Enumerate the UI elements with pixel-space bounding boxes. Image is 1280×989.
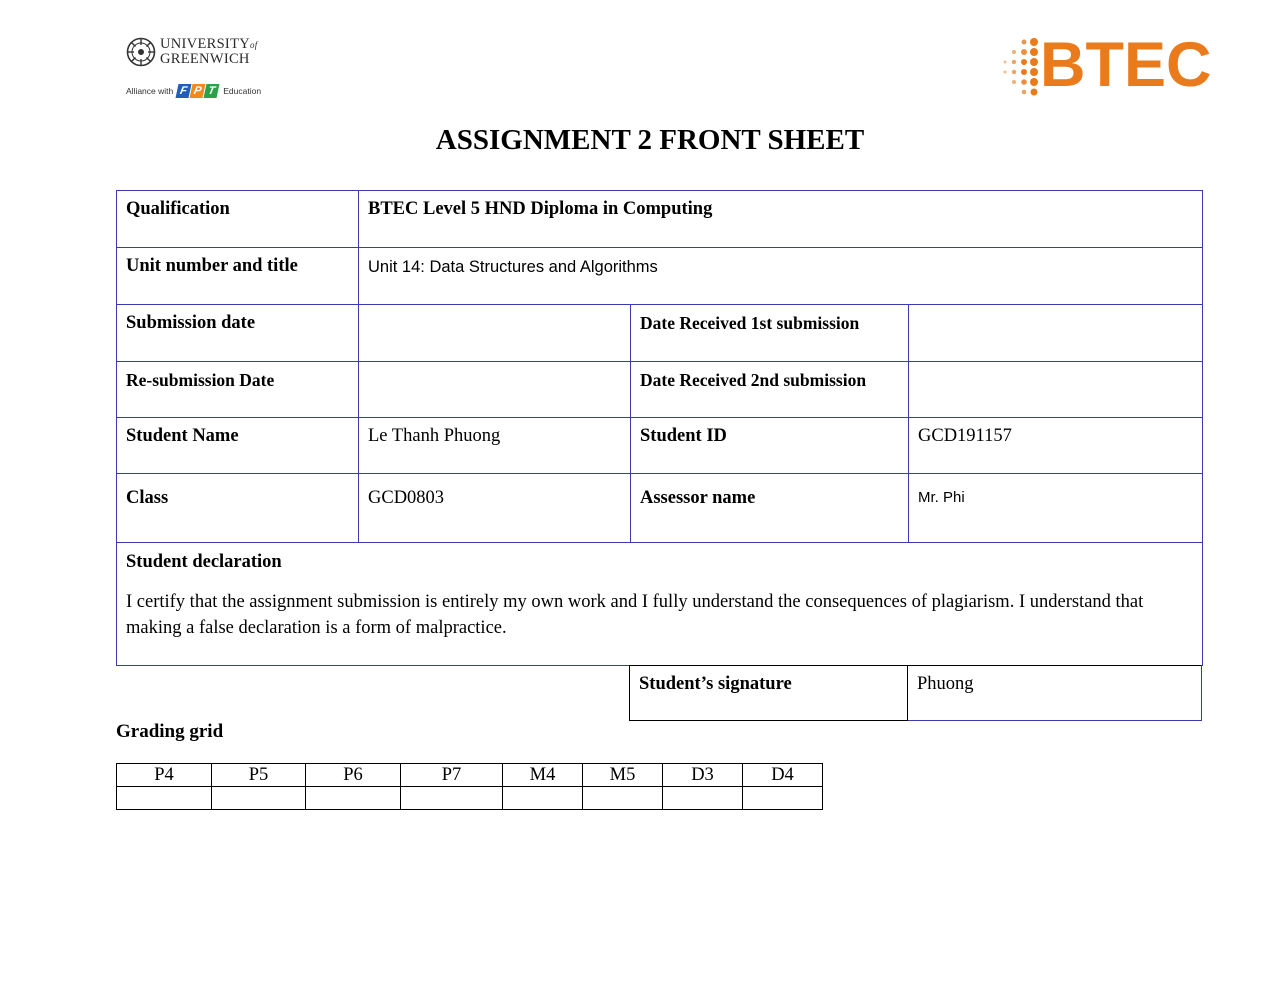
criterion-d4: D4 <box>743 764 823 787</box>
university-seal-icon <box>126 37 156 67</box>
grade-d4 <box>743 787 823 810</box>
criterion-p7: P7 <box>401 764 503 787</box>
class-value: GCD0803 <box>359 474 631 543</box>
criterion-d3: D3 <box>663 764 743 787</box>
fpt-letter-p: P <box>190 84 206 98</box>
signature-table <box>629 665 1202 721</box>
unit-label: Unit number and title <box>117 248 359 305</box>
date-received-2-value <box>909 362 1203 418</box>
row-student-name <box>117 418 1203 474</box>
criterion-m4: M4 <box>503 764 583 787</box>
row-submission-date <box>117 305 1203 362</box>
qualification-value: BTEC Level 5 HND Diploma in Computing <box>359 191 1203 248</box>
signature-value: Phuong <box>908 666 1202 721</box>
row-unit <box>117 248 1203 305</box>
date-received-1-value <box>909 305 1203 362</box>
student-id-value: GCD191157 <box>909 418 1203 474</box>
date-received-2-label: Date Received 2nd submission <box>631 362 909 418</box>
grading-values-row <box>117 787 823 810</box>
student-declaration <box>117 543 1203 666</box>
resubmission-date-label: Re-submission Date <box>117 362 359 418</box>
grade-p4 <box>117 787 212 810</box>
criterion-p5: P5 <box>212 764 306 787</box>
fpt-letter-f: F <box>176 84 192 98</box>
assessor-name-value: Mr. Phi <box>909 474 1203 543</box>
resubmission-date-value <box>359 362 631 418</box>
row-resubmission-date <box>117 362 1203 418</box>
row-class <box>117 474 1203 543</box>
criterion-p4: P4 <box>117 764 212 787</box>
grade-p5 <box>212 787 306 810</box>
student-name-label: Student Name <box>117 418 359 474</box>
university-name-of: of <box>250 40 258 50</box>
btec-wordmark: BTEC <box>1040 30 1212 100</box>
university-name <box>160 37 258 66</box>
fpt-logo <box>177 84 219 98</box>
alliance-line <box>126 84 261 98</box>
declaration-text: I certify that the assignment submission is entirely my own work and I fully understand the consequences of plagiarism. I understand that making a false declaration is a form of malpractice. <box>126 592 1144 638</box>
grade-m4 <box>503 787 583 810</box>
row-declaration <box>117 543 1203 666</box>
signature-label: Student’s signature <box>630 666 908 721</box>
assessor-name-label: Assessor name <box>631 474 909 543</box>
page-title: ASSIGNMENT 2 FRONT SHEET <box>435 124 865 156</box>
qualification-label: Qualification <box>117 191 359 248</box>
alliance-prefix: Alliance with <box>126 86 174 96</box>
university-of-greenwich-logo <box>126 34 266 104</box>
submission-date-label: Submission date <box>117 305 359 362</box>
btec-dots-icon <box>1000 36 1042 98</box>
fpt-letter-t: T <box>204 84 220 98</box>
front-sheet-table <box>116 190 1203 666</box>
grade-d3 <box>663 787 743 810</box>
class-label: Class <box>117 474 359 543</box>
grade-p6 <box>306 787 401 810</box>
grading-grid <box>116 763 823 810</box>
grade-m5 <box>583 787 663 810</box>
alliance-suffix: Education <box>223 86 262 96</box>
btec-logo <box>1000 30 1212 100</box>
grade-p7 <box>401 787 503 810</box>
student-id-label: Student ID <box>631 418 909 474</box>
student-name-value: Le Thanh Phuong <box>359 418 631 474</box>
criterion-p6: P6 <box>306 764 401 787</box>
row-qualification <box>117 191 1203 248</box>
submission-date-value <box>359 305 631 362</box>
declaration-title: Student declaration <box>126 552 282 572</box>
criterion-m5: M5 <box>583 764 663 787</box>
university-name-line1: UNIVERSITY <box>160 36 250 52</box>
unit-value: Unit 14: Data Structures and Algorithms <box>359 248 1203 305</box>
university-name-line2: GREENWICH <box>160 51 250 67</box>
date-received-1-label: Date Received 1st submission <box>631 305 909 362</box>
grading-criteria-row <box>117 764 823 787</box>
grading-grid-title: Grading grid <box>116 721 224 742</box>
